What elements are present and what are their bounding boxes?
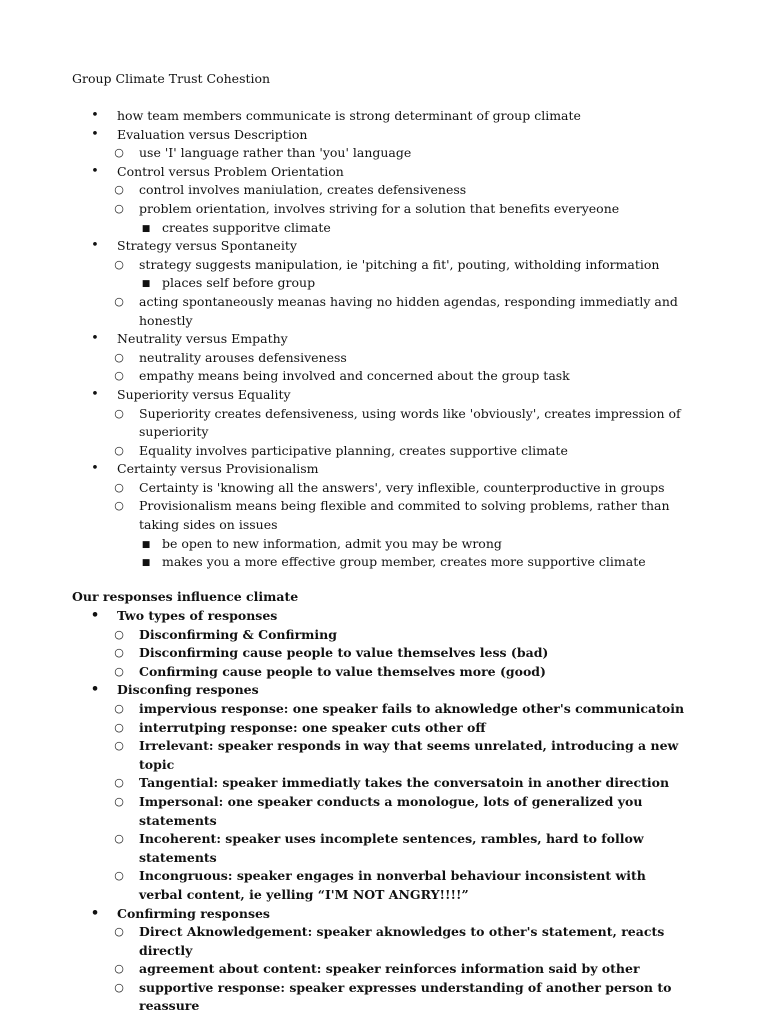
- list-item-text: be open to new information, admit you may be wrong: [162, 535, 502, 551]
- list-item-text: interrutping response: one speaker cuts other off: [139, 719, 486, 735]
- bullet-marker-icon: ○: [114, 627, 124, 641]
- bullet-marker-icon: •: [91, 126, 99, 142]
- list-item: [0, 830, 768, 867]
- section-heading: Our responses influence climate: [72, 589, 299, 604]
- list-item-text: Confirming cause people to value themselves more (good): [139, 663, 546, 679]
- list-item-text: Evaluation versus Description: [117, 126, 308, 142]
- bullet-marker-icon: ○: [114, 443, 124, 457]
- list-item: [0, 700, 768, 719]
- list-item: [0, 535, 768, 554]
- bullet-marker-icon: ○: [114, 720, 124, 734]
- list-item: [0, 256, 768, 275]
- list-item: [0, 923, 768, 960]
- list-item-text: Superiority versus Equality: [117, 386, 291, 402]
- bullet-marker-icon: ○: [114, 869, 124, 883]
- list-item-text: neutrality arouses defensiveness: [139, 349, 347, 365]
- bullet-marker-icon: ○: [114, 962, 124, 976]
- list-item: [0, 960, 768, 979]
- list-item: [0, 219, 768, 238]
- bullet-marker-icon: ○: [114, 925, 124, 939]
- list-item-text: impervious response: one speaker fails to aknowledge other's communicatoin: [139, 700, 685, 716]
- list-item-text: control involves maniulation, creates defensiveness: [139, 182, 467, 198]
- list-item-text: places self before group: [162, 275, 316, 291]
- bullet-marker-icon: •: [91, 238, 99, 254]
- list-item: [0, 107, 768, 126]
- bullet-marker-icon: ○: [114, 980, 124, 994]
- list-item: [0, 497, 768, 534]
- bullet-marker-icon: ○: [114, 146, 124, 160]
- list-item: [0, 737, 768, 774]
- bullet-marker-icon: •: [91, 331, 99, 347]
- list-item: [0, 293, 768, 330]
- bullet-marker-icon: •: [91, 386, 99, 402]
- list-item: [0, 774, 768, 793]
- list-item: [0, 274, 768, 293]
- bullet-marker-icon: ○: [114, 183, 124, 197]
- list-item: [0, 330, 768, 349]
- list-item-text: Disconfing respones: [117, 682, 259, 698]
- bullet-marker-icon: ■: [141, 279, 151, 290]
- bullet-marker-icon: ○: [114, 369, 124, 383]
- list-item-text: Disconfirming cause people to value themselves less (bad): [139, 645, 549, 661]
- bullet-marker-icon: •: [90, 905, 100, 921]
- list-item-text: Control versus Problem Orientation: [117, 163, 344, 179]
- bullet-marker-icon: ○: [114, 739, 124, 753]
- list-item-text: Certainty is 'knowing all the answers', very inflexible, counterproductive in groups: [139, 479, 665, 495]
- list-item-text: supportive response: speaker expresses understanding of another person to reassure: [139, 979, 672, 1014]
- section-heading: Group Climate Trust Cohestion: [72, 71, 271, 86]
- list-item-text: use 'I' language rather than 'you' language: [139, 145, 412, 161]
- list-item-text: Strategy versus Spontaneity: [117, 238, 297, 254]
- bullet-marker-icon: ○: [114, 294, 124, 308]
- bullet-marker-icon: •: [91, 163, 99, 179]
- list-item: [0, 163, 768, 182]
- list-item: [0, 793, 768, 830]
- bullet-list: [0, 107, 768, 572]
- list-item-text: how team members communicate is strong determinant of group climate: [117, 108, 581, 123]
- bullet-marker-icon: ○: [114, 257, 124, 271]
- bullet-list: [0, 607, 768, 1016]
- list-item: [0, 607, 768, 626]
- list-item-text: Confirming responses: [117, 905, 270, 921]
- bullet-marker-icon: ○: [114, 350, 124, 364]
- list-item-text: Tangential: speaker immediatly takes the conversatoin in another direction: [139, 775, 670, 791]
- list-item-text: strategy suggests manipulation, ie 'pitching a fit', pouting, witholding information: [139, 256, 660, 272]
- bullet-marker-icon: ■: [141, 539, 151, 550]
- list-item: [0, 200, 768, 219]
- list-item: [0, 349, 768, 368]
- list-item-text: Disconfirming & Confirming: [139, 626, 337, 642]
- list-item-text: creates supporitve climate: [162, 219, 331, 235]
- list-item-text: Two types of responses: [117, 608, 278, 623]
- list-item-text: Provisionalism means being flexible and commited to solving problems, rather than taking sides on issues: [139, 498, 670, 533]
- list-item-text: Impersonal: one speaker conducts a monologue, lots of generalized you statements: [139, 793, 643, 828]
- list-item-text: problem orientation, involves striving for a solution that benefits everyeone: [139, 200, 620, 216]
- list-item: [0, 867, 768, 904]
- bullet-marker-icon: •: [91, 461, 99, 477]
- list-item-text: Direct Aknowledgement: speaker aknowledges to other's statement, reacts directly: [139, 924, 665, 958]
- bullet-marker-icon: ■: [141, 558, 151, 569]
- list-item-text: Superiority creates defensiveness, using words like 'obviously', creates impression of superiority: [139, 405, 681, 440]
- list-item: [0, 237, 768, 256]
- bullet-marker-icon: •: [90, 608, 100, 623]
- list-item: [0, 460, 768, 479]
- list-item-text: Irrelevant: speaker responds in way that seems unrelated, introducing a new topic: [139, 738, 679, 772]
- list-item-text: acting spontaneously meanas having no hidden agendas, responding immediatly and honestly: [139, 293, 678, 328]
- list-item: [0, 905, 768, 924]
- list-item: [0, 719, 768, 738]
- list-item: [0, 644, 768, 663]
- bullet-marker-icon: ○: [114, 201, 124, 215]
- bullet-marker-icon: ○: [114, 480, 124, 494]
- bullet-marker-icon: ○: [114, 794, 124, 808]
- bullet-marker-icon: ○: [114, 499, 124, 513]
- list-item: [0, 553, 768, 572]
- list-item: [0, 367, 768, 386]
- list-item-text: Equality involves participative planning, creates supportive climate: [139, 442, 568, 458]
- list-item-text: empathy means being involved and concerned about the group task: [139, 368, 570, 384]
- bullet-marker-icon: ○: [114, 664, 124, 678]
- list-item: [0, 126, 768, 145]
- list-item-text: Incongruous: speaker engages in nonverbal behaviour inconsistent with verbal content, ie yelling “I'M NOT ANGRY!!!!”: [139, 868, 646, 902]
- list-item: [0, 181, 768, 200]
- list-item: [0, 405, 768, 442]
- list-item: [0, 144, 768, 163]
- list-item-text: Neutrality versus Empathy: [117, 331, 288, 347]
- list-item: [0, 681, 768, 700]
- bullet-marker-icon: ○: [114, 406, 124, 420]
- bullet-marker-icon: •: [90, 682, 100, 698]
- list-item: [0, 479, 768, 498]
- bullet-marker-icon: ○: [114, 776, 124, 790]
- list-item: [0, 663, 768, 682]
- bullet-marker-icon: ■: [141, 223, 151, 234]
- bullet-marker-icon: ○: [114, 646, 124, 660]
- bullet-marker-icon: ○: [114, 701, 124, 715]
- list-item-text: makes you a more effective group member, creates more supportive climate: [162, 554, 646, 570]
- list-item: [0, 979, 768, 1016]
- bullet-marker-icon: •: [91, 108, 99, 123]
- list-item: [0, 386, 768, 405]
- bullet-marker-icon: ○: [114, 832, 124, 846]
- list-item-text: agreement about content: speaker reinforces information said by other: [139, 961, 640, 977]
- list-item: [0, 626, 768, 645]
- list-item-text: Certainty versus Provisionalism: [117, 461, 319, 477]
- list-item-text: Incoherent: speaker uses incomplete sentences, rambles, hard to follow statements: [139, 831, 644, 865]
- list-item: [0, 442, 768, 461]
